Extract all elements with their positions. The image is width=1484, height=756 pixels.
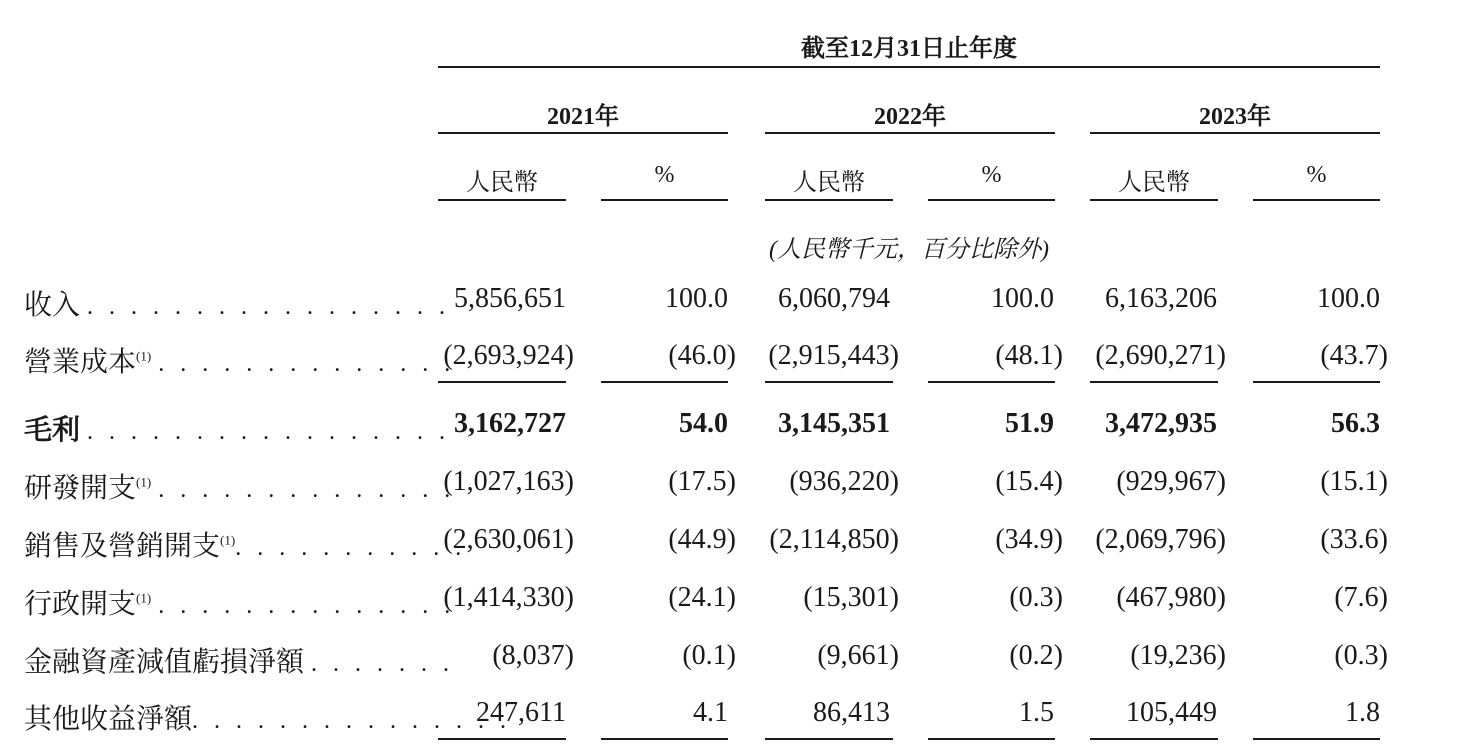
- col-pct-header: %: [1306, 162, 1327, 188]
- row-label-rnd-expenses: 研發開支$^{(1)}$ . . . . . . . . . . . . . .: [24, 473, 456, 504]
- cell-value: 100.0: [1317, 283, 1380, 314]
- cell-value: 54.0: [679, 408, 728, 439]
- row-label-gross-profit: 毛利 . . . . . . . . . . . . . . . . .: [24, 415, 451, 446]
- year-rule: [438, 132, 728, 134]
- cell-value: (48.1): [995, 340, 1063, 371]
- cell-value: 100.0: [665, 283, 728, 314]
- cell-value: (2,069,796): [1095, 524, 1226, 555]
- cell-value: 3,472,935: [1105, 408, 1217, 439]
- cell-value: (9,661): [817, 640, 899, 671]
- row-label-revenue: 收入 . . . . . . . . . . . . . . . . .: [24, 290, 451, 321]
- row-label-other-gains: 其他收益淨額. . . . . . . . . . . . . . .: [24, 704, 512, 735]
- cell-value: 247,611: [476, 697, 566, 728]
- cell-value: (1,027,163): [443, 466, 574, 497]
- col-pct-header: %: [981, 162, 1002, 188]
- cell-value: (19,236): [1130, 640, 1226, 671]
- cell-value: (7.6): [1334, 582, 1388, 613]
- cell-value: 56.3: [1331, 408, 1380, 439]
- bottom-rule: [1090, 738, 1218, 740]
- cell-value: (15,301): [803, 582, 899, 613]
- cell-value: (1,414,330): [443, 582, 574, 613]
- cell-value: (8,037): [492, 640, 574, 671]
- col-rule: [928, 199, 1055, 201]
- cell-value: 1.5: [1019, 697, 1054, 728]
- cell-value: 6,163,206: [1105, 283, 1217, 314]
- col-rule: [1253, 199, 1380, 201]
- subtotal-rule: [1090, 381, 1218, 383]
- cell-value: (17.5): [668, 466, 736, 497]
- year-2022-header: 2022年: [874, 104, 946, 130]
- row-label-selling-expenses: 銷售及營銷開支$^{(1)}$. . . . . . . . . . .: [24, 531, 467, 562]
- cell-value: (0.1): [682, 640, 736, 671]
- cell-value: 3,162,727: [454, 408, 566, 439]
- col-rule: [601, 199, 728, 201]
- subtotal-rule: [1253, 381, 1380, 383]
- col-rule: [438, 199, 566, 201]
- cell-value: (467,980): [1116, 582, 1226, 613]
- cell-value: 4.1: [693, 697, 728, 728]
- cell-value: (0.2): [1009, 640, 1063, 671]
- bottom-rule: [928, 738, 1055, 740]
- bottom-rule: [1253, 738, 1380, 740]
- cell-value: (0.3): [1009, 582, 1063, 613]
- cell-value: (2,915,443): [768, 340, 899, 371]
- col-rmb-header: 人民幣: [466, 170, 538, 196]
- cell-value: (15.1): [1320, 466, 1388, 497]
- year-2023-header: 2023年: [1199, 104, 1271, 130]
- cell-value: 5,856,651: [454, 283, 566, 314]
- subtotal-rule: [601, 381, 728, 383]
- cell-value: (2,114,850): [769, 524, 899, 555]
- period-header: 截至12月31日止年度: [801, 36, 1017, 62]
- subtotal-rule: [438, 381, 566, 383]
- cell-value: (0.3): [1334, 640, 1388, 671]
- bottom-rule: [765, 738, 893, 740]
- cell-value: (2,690,271): [1095, 340, 1226, 371]
- cell-value: 51.9: [1005, 408, 1054, 439]
- col-rmb-header: 人民幣: [793, 170, 865, 196]
- col-rule: [1090, 199, 1218, 201]
- row-label-admin-expenses: 行政開支$^{(1)}$ . . . . . . . . . . . . . .: [24, 589, 456, 620]
- cell-value: 6,060,794: [778, 283, 890, 314]
- cell-value: (2,630,061): [443, 524, 574, 555]
- cell-value: (929,967): [1116, 466, 1226, 497]
- subtotal-rule: [928, 381, 1055, 383]
- bottom-rule: [601, 738, 728, 740]
- col-rmb-header: 人民幣: [1118, 170, 1190, 196]
- row-label-impairment-losses: 金融資產減值虧損淨額 . . . . . . .: [24, 647, 455, 678]
- cell-value: 100.0: [991, 283, 1054, 314]
- year-rule: [1090, 132, 1380, 134]
- cell-value: (34.9): [995, 524, 1063, 555]
- cell-value: (24.1): [668, 582, 736, 613]
- year-2021-header: 2021年: [547, 104, 619, 130]
- cell-value: 105,449: [1126, 697, 1217, 728]
- col-pct-header: %: [654, 162, 675, 188]
- cell-value: (15.4): [995, 466, 1063, 497]
- cell-value: (936,220): [789, 466, 899, 497]
- cell-value: 1.8: [1345, 697, 1380, 728]
- col-rule: [765, 199, 893, 201]
- cell-value: (46.0): [668, 340, 736, 371]
- cell-value: 86,413: [813, 697, 890, 728]
- subtotal-rule: [765, 381, 893, 383]
- units-note: (人民幣千元，百分比除外): [769, 237, 1049, 263]
- cell-value: (33.6): [1320, 524, 1388, 555]
- cell-value: 3,145,351: [778, 408, 890, 439]
- cell-value: (44.9): [668, 524, 736, 555]
- cell-value: (43.7): [1320, 340, 1388, 371]
- year-rule: [765, 132, 1055, 134]
- header-rule: [438, 66, 1380, 68]
- cell-value: (2,693,924): [443, 340, 574, 371]
- bottom-rule: [438, 738, 566, 740]
- row-label-cost-of-sales: 營業成本$^{(1)}$ . . . . . . . . . . . . . .: [24, 347, 456, 378]
